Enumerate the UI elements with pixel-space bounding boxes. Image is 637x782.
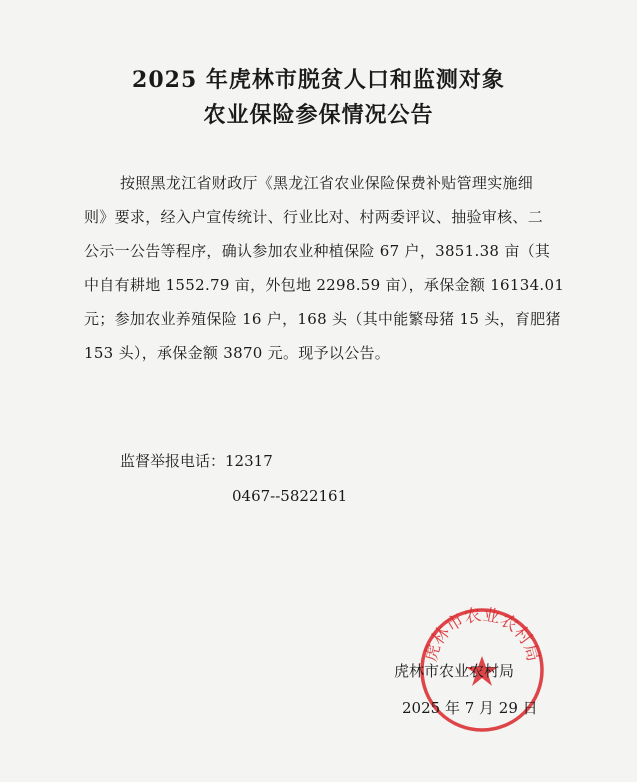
body-line-2: 则》要求，经入户宣传统计、行业比对、村两委评议、抽验审核、二: [84, 208, 544, 226]
contact-label-text: 监督举报电话：: [120, 452, 226, 470]
issuer-name: 虎林市农业农村局: [394, 662, 515, 680]
contact-label: [120, 450, 273, 471]
body-line-3: 公示一公告等程序，确认参加农业种植保险 67 户，3851.38 亩（其: [84, 242, 551, 260]
body-line-1: 按照黑龙江省财政厅《黑龙江省农业保险保费补贴管理实施细: [120, 174, 534, 192]
issue-date: 2025 年 7 月 29 日: [402, 699, 538, 717]
contact-phone-2: 0467--5822161: [232, 487, 348, 505]
body-line-6: 153 头），承保金额 3870 元。现予以公告。: [84, 344, 391, 362]
contact-phone-1: 12317: [225, 452, 273, 470]
body-line-4: 中自有耕地 1552.79 亩，外包地 2298.59 亩），承保金额 16134.01: [84, 276, 565, 294]
svg-text:虎林市农业农村局: 虎林市农业农村局: [420, 606, 544, 664]
document-title-line2: 农业保险参保情况公告: [203, 102, 434, 128]
body-line-5: 元；参加农业养殖保险 16 户，168 头（其中能繁母猪 15 头，育肥猪: [84, 310, 561, 328]
document-title-line1: 2025 年虎林市脱贫人口和监测对象: [132, 67, 505, 93]
